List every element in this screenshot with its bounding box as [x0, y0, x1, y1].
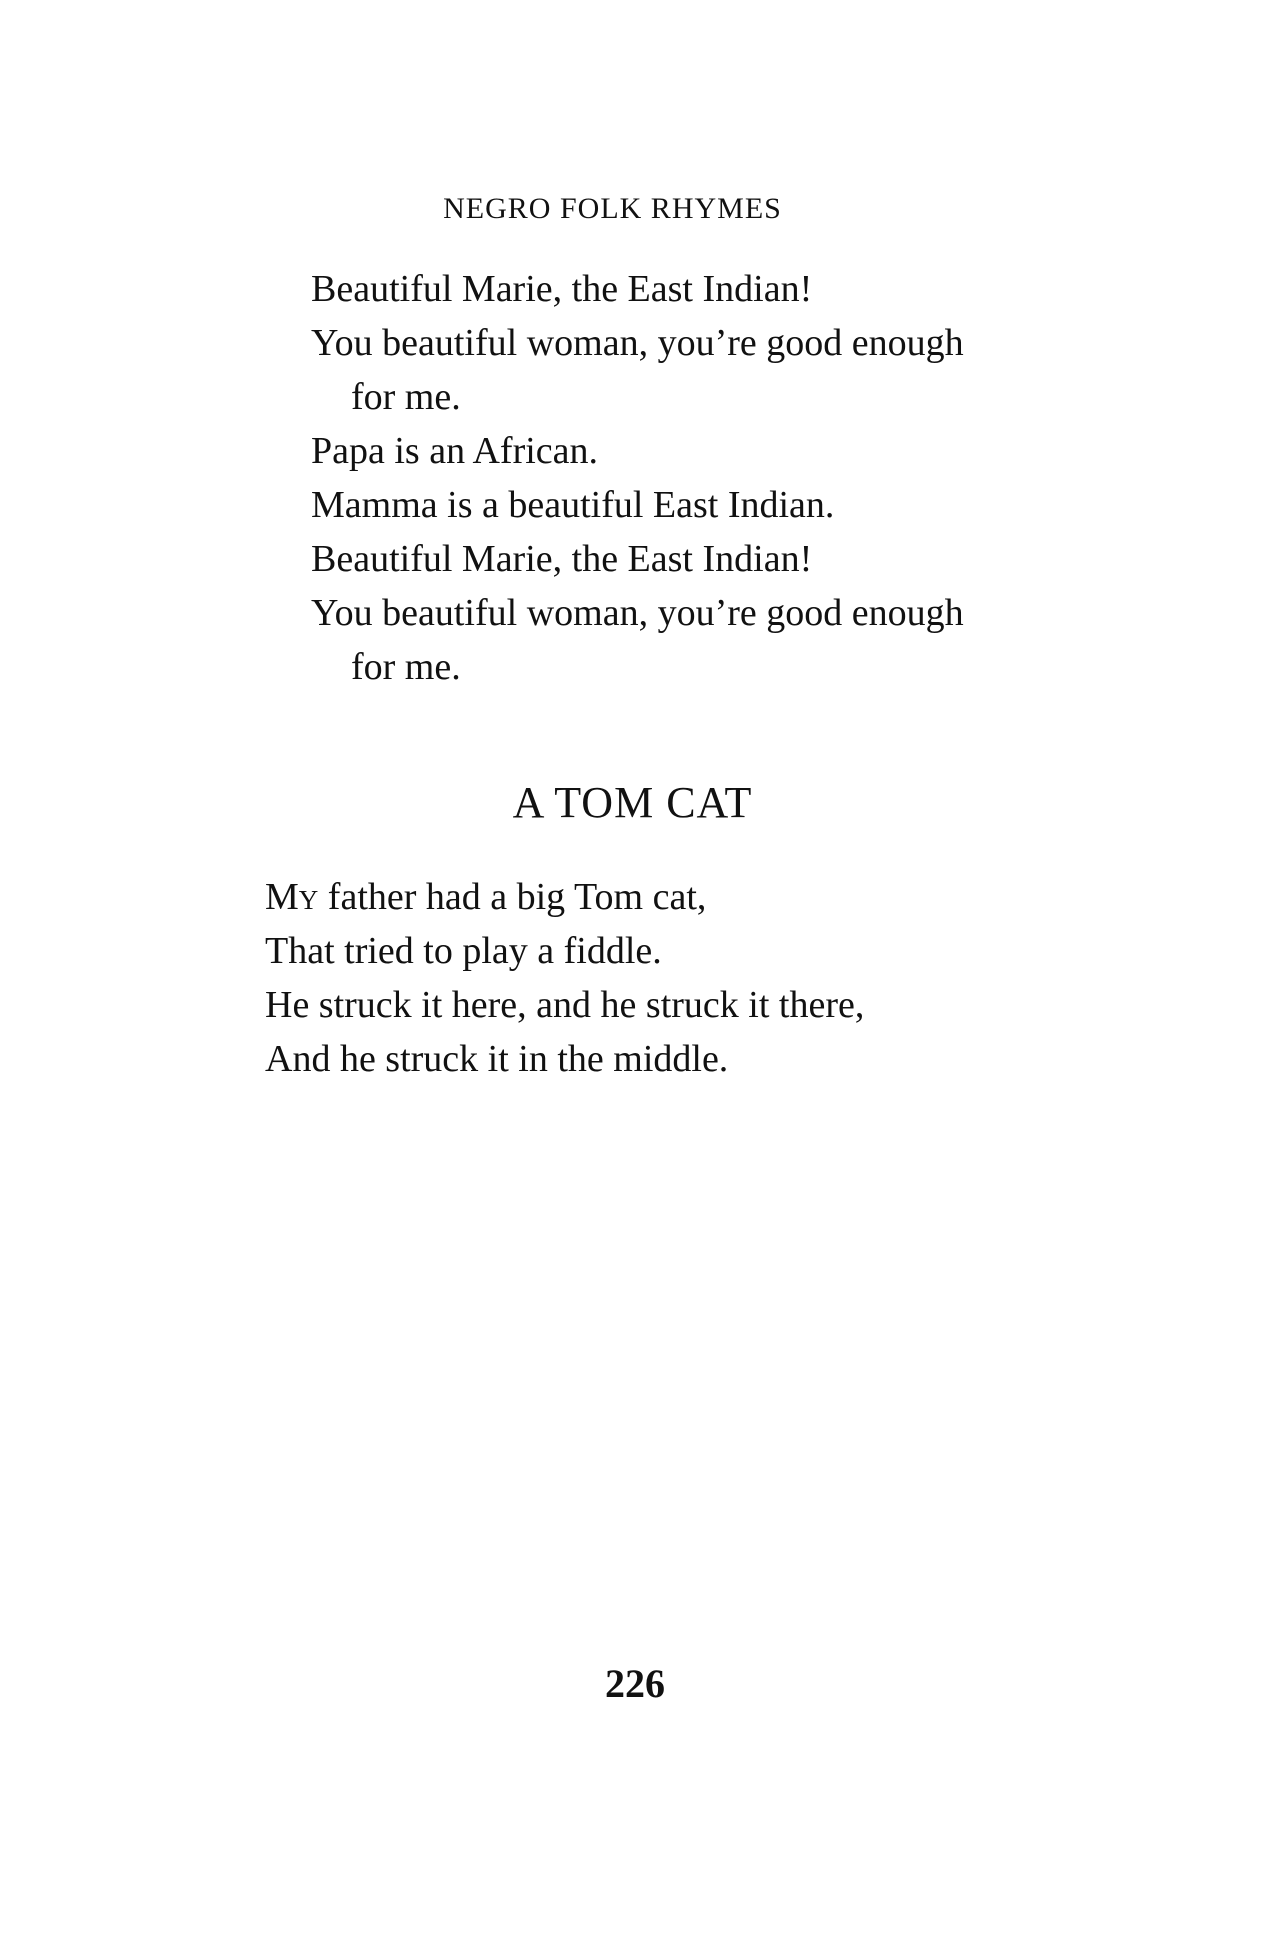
poem-line: That tried to play a fiddle.	[265, 930, 662, 972]
poem-line: You beautiful woman, you’re good enough	[311, 322, 964, 364]
page-number: 226	[605, 1661, 665, 1706]
first-word: My	[265, 876, 319, 918]
poem-line: And he struck it in the middle.	[265, 1038, 729, 1080]
poem-line: Beautiful Marie, the East Indian!	[311, 538, 813, 580]
poem-line: He struck it here, and he struck it there,	[265, 984, 865, 1026]
poem-line: Beautiful Marie, the East Indian!	[311, 268, 813, 310]
poem-line: You beautiful woman, you’re good enough	[311, 592, 964, 634]
section-title: A TOM CAT	[512, 778, 753, 827]
poem-line-continuation: for me.	[351, 646, 461, 688]
running-head: NEGRO FOLK RHYMES	[443, 192, 782, 225]
poem-tom-cat	[265, 870, 1065, 1086]
poem-line-first	[265, 870, 1065, 924]
poem-continuation	[311, 262, 1111, 694]
first-line-rest: father had a big Tom cat,	[318, 876, 707, 918]
poem-line: Papa is an African.	[311, 430, 599, 472]
poem-line-continuation: for me.	[351, 376, 461, 418]
poem-line: Mamma is a beautiful East Indian.	[311, 484, 835, 526]
